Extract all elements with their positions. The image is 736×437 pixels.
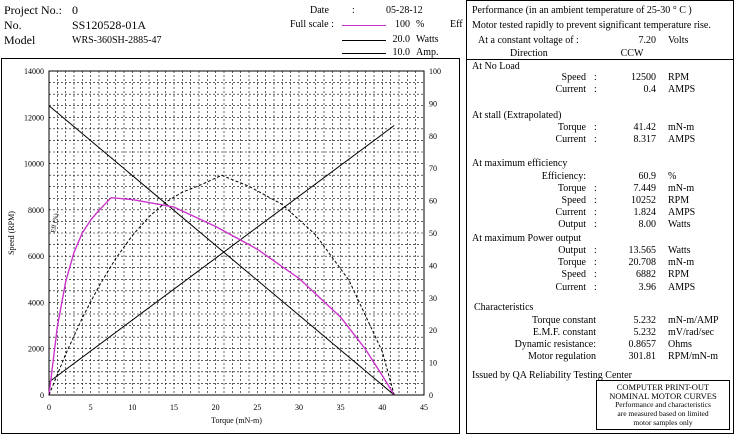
date-value: 05-28-12 [386, 5, 423, 16]
perf-unit: AMPS [668, 207, 696, 218]
footer-line5: motor samples only [633, 418, 693, 427]
voltage-value: 7.20 [638, 35, 656, 46]
y-tick-label: 0 [40, 391, 44, 400]
number-value: SS120528-01A [72, 18, 147, 32]
voltage-unit: Volts [668, 35, 689, 46]
y2-tick-label: 50 [429, 229, 437, 238]
y2-tick-label: 0 [429, 391, 433, 400]
y2-tick-label: 80 [429, 131, 437, 141]
y2-tick-label: 100 [429, 67, 441, 76]
y-tick-label: 12000 [24, 113, 44, 123]
fullscale-eff-unit: % [416, 19, 425, 30]
perf-label: Torque [557, 183, 586, 194]
perf-unit: RPM [668, 72, 690, 83]
chart-grid [49, 71, 424, 395]
perf-value: 13.565 [628, 245, 656, 256]
perf-unit: mN-m [668, 122, 695, 133]
x-tick-label: 5 [88, 403, 93, 412]
section-title-stall: At stall (Extrapolated) [472, 110, 562, 121]
perf-label: Torque [557, 257, 586, 268]
perf-value: 5.232 [633, 327, 656, 338]
y2-tick-label: 20 [429, 326, 437, 336]
perf-label: Current [555, 282, 586, 293]
y-tick-label: 2000 [28, 344, 44, 354]
perf-colon: : [594, 84, 597, 95]
perf-colon: : [594, 195, 597, 206]
section-title-no-load: At No Load [472, 61, 520, 72]
y2-tick-label: 70 [429, 164, 437, 174]
perf-unit: AMPS [668, 282, 696, 293]
model-value: WRS-360SH-2885-47 [72, 35, 162, 46]
section-title-characteristics: Characteristics [474, 302, 534, 313]
perf-colon: : [594, 269, 597, 280]
perf-value: 8.00 [638, 219, 656, 230]
perf-unit: mN-m [668, 183, 695, 194]
perf-label: Speed [561, 195, 586, 206]
motor-curve-chart [0, 58, 460, 436]
footer-line4: are measured based on limited [617, 409, 709, 418]
footer-box [596, 380, 730, 430]
perf-label: Torque constant [531, 315, 596, 326]
perf-colon: : [594, 134, 597, 145]
fullscale-watts-value: 20.0 [392, 34, 410, 45]
perf-unit: Watts [668, 245, 691, 256]
model-label: Model [4, 33, 36, 47]
perf-unit: AMPS [668, 84, 696, 95]
perf-value: 20.708 [628, 257, 656, 268]
perf-value: 5.232 [633, 315, 656, 326]
perf-colon: : [594, 257, 597, 268]
perf-label: E.M.F. constant [532, 327, 596, 338]
y-tick-label: 14000 [24, 67, 44, 76]
perf-value: 301.81 [628, 351, 656, 362]
curve-speed [49, 106, 394, 395]
x-tick-label: 20 [211, 403, 220, 412]
perf-colon: : [594, 207, 597, 218]
x-axis-label: Torque (mN-m) [211, 416, 262, 425]
perf-label: Output [558, 219, 586, 230]
fullscale-amp-value: 10.0 [392, 47, 410, 58]
perf-value: 10252 [631, 195, 656, 206]
fullscale-watts-unit: Watts [416, 34, 439, 45]
panel-divider [467, 59, 733, 60]
x-tick-label: 45 [420, 403, 428, 412]
perf-colon: : [594, 245, 597, 256]
perf-value: 6882 [636, 269, 656, 280]
y2-tick-label: 10 [429, 358, 437, 368]
y-tick-label: 6000 [28, 252, 44, 262]
perf-value: 12500 [631, 72, 656, 83]
y2-tick-label: 30 [429, 293, 437, 303]
fullscale-label: Full scale : [290, 19, 334, 30]
performance-subtitle: Motor tested rapidly to prevent significant temperature rise. [472, 20, 711, 31]
perf-label: Speed [561, 72, 586, 83]
x-tick-label: 10 [128, 403, 137, 412]
perf-colon: : [594, 219, 597, 230]
direction-label: Direction [510, 48, 548, 59]
curve-current [49, 126, 394, 383]
perf-unit: Watts [668, 219, 691, 230]
perf-colon: : [594, 122, 597, 133]
section-title-max-power: At maximum Power output [472, 233, 582, 244]
curve-efficiency [49, 198, 394, 395]
x-tick-label: 35 [336, 403, 345, 412]
x-tick-label: 0 [47, 403, 51, 412]
x-tick-label: 40 [378, 403, 387, 412]
y-axis-label: Speed (RPM) [7, 211, 16, 255]
perf-label: Current [555, 134, 586, 145]
perf-label: Speed [561, 269, 586, 280]
perf-value: 41.42 [633, 122, 656, 133]
perf-value: 3.96 [638, 282, 656, 293]
perf-label: Motor regulation [527, 351, 596, 362]
perf-colon: : [594, 282, 597, 293]
date-colon: : [352, 5, 355, 16]
perf-value: 60.9 [638, 171, 656, 182]
fullscale-eff-value: 100 [395, 19, 410, 30]
perf-label: Output [558, 245, 586, 256]
x-tick-label: 15 [170, 403, 178, 412]
perf-value: 8.317 [633, 134, 656, 145]
issued-by: Issued by QA Reliability Testing Center [472, 370, 632, 381]
project-value: 0 [72, 3, 78, 17]
x-tick-label: 30 [295, 403, 303, 412]
perf-label: Dynamic resistance: [514, 339, 596, 350]
y-tick-label: 10000 [24, 159, 44, 169]
section-title-max-eff: At maximum efficiency [472, 158, 568, 169]
perf-unit: mN-m/AMP [668, 315, 719, 326]
voltage-label: At a constant voltage of : [478, 35, 579, 46]
perf-colon: : [594, 72, 597, 83]
perf-unit: RPM [668, 269, 690, 280]
footer-line3: Performance and characteristics [615, 400, 711, 409]
perf-colon: : [594, 183, 597, 194]
footer-line2: NOMINAL MOTOR CURVES [609, 391, 717, 401]
perf-unit: mV/rad/sec [668, 327, 715, 338]
perf-label: Current [555, 207, 586, 218]
y-tick-label: 4000 [28, 298, 44, 308]
perf-value: 1.824 [633, 207, 656, 218]
fullscale-eff-name: Eff [450, 19, 463, 30]
chart-curves [49, 106, 394, 395]
perf-unit: Ohms [668, 339, 692, 350]
perf-label: Torque [557, 122, 586, 133]
perf-unit: AMPS [668, 134, 696, 145]
perf-unit: RPM/mN-m [668, 351, 719, 362]
y2-tick-label: 90 [429, 99, 437, 109]
eff-curve-label: Eff (%) [49, 212, 61, 234]
y2-tick-label: 60 [429, 196, 437, 206]
perf-unit: RPM [668, 195, 690, 206]
footer-line1: COMPUTER PRINT-OUT [616, 382, 710, 392]
perf-value: 0.4 [643, 84, 656, 95]
x-tick-label: 25 [253, 403, 262, 412]
fullscale-amp-unit: Amp. [416, 47, 439, 58]
date-label: Date [310, 5, 329, 16]
number-label: No. [4, 18, 22, 32]
direction-value: CCW [620, 48, 644, 59]
y2-tick-label: 40 [429, 261, 437, 271]
performance-title: Performance (in an ambient temperature of 25-30 ° C ) [472, 5, 692, 16]
perf-unit: mN-m [668, 257, 695, 268]
perf-unit: % [668, 171, 677, 182]
perf-label: Efficiency: [541, 171, 586, 182]
y-tick-label: 8000 [28, 205, 44, 215]
project-label: Project No.: [4, 3, 62, 17]
perf-label: Current [555, 84, 586, 95]
perf-value: 0.8657 [628, 339, 656, 350]
perf-value: 7.449 [633, 183, 656, 194]
